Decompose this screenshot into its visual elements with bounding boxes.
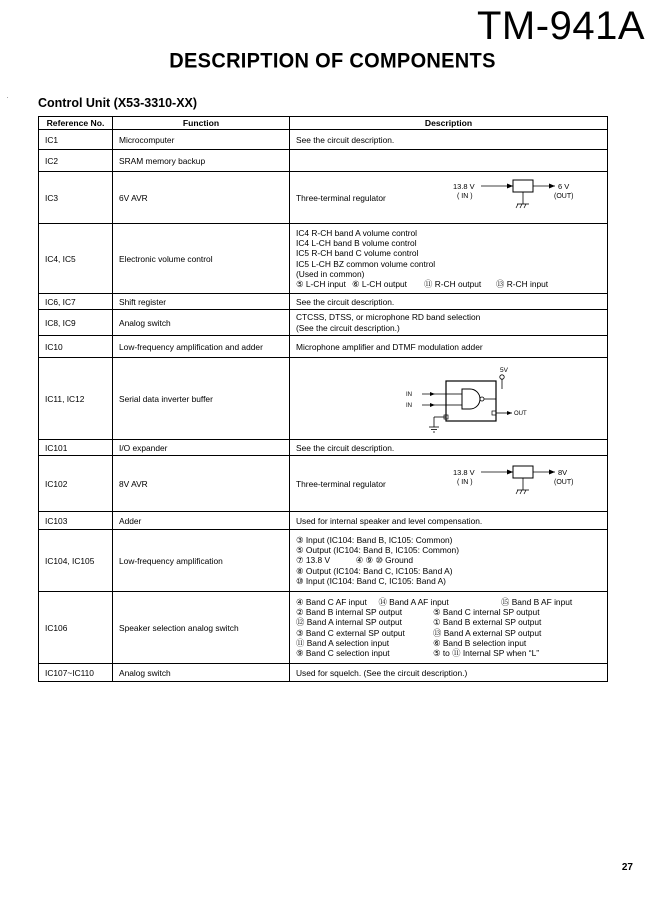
table-row [39,664,608,682]
column-header: Description [290,117,608,130]
description-cell [290,358,608,440]
description-line [296,648,607,658]
function-cell: Analog switch [113,310,290,336]
ref-cell: IC4, IC5 [39,224,113,294]
table-row [39,440,608,456]
description-cell [290,310,608,336]
description-line: IC4 L-CH band B volume control [296,238,417,249]
description-line: ⑧ Output (IC104: Band C, IC105: Band A) [296,565,453,576]
description-text: ⑪ Band A selection input [296,637,390,648]
function-cell: Shift register [113,294,290,310]
description-cell [290,456,608,512]
ref-cell: IC103 [39,512,113,530]
description-line [296,638,607,648]
description-text: ⑮ Band B AF input [501,596,573,607]
table-row [39,456,608,512]
function-cell: Electronic volume control [113,224,290,294]
table-row [39,512,608,530]
description-line: ⑤ Output (IC104: Band B, IC105: Common) [296,545,459,556]
description-cell [290,592,608,664]
pin-list [296,279,607,289]
ref-cell: IC107~IC110 [39,664,113,682]
output-voltage: 6 V [558,181,570,191]
pin-item: ⑬ R-CH input [496,278,549,289]
description-line: IC5 L-CH BZ common volume control [296,258,436,269]
regulator-diagram [441,464,591,504]
ref-cell: IC6, IC7 [39,294,113,310]
function-cell: Speaker selection analog switch [113,592,290,664]
model-number: TM-941A [477,4,645,48]
ref-cell: IC101 [39,440,113,456]
description-text: Three-terminal regulator [296,478,386,489]
description-cell: See the circuit description. [290,130,608,150]
description-cell [290,224,608,294]
function-cell: Low-frequency amplification and adder [113,336,290,358]
ref-cell: IC8, IC9 [39,310,113,336]
supply-label: 5V [500,366,508,374]
description-cell: Used for squelch. (See the circuit description.) [290,664,608,682]
description-line [296,617,607,627]
description-line [296,597,607,607]
components-table [38,116,608,682]
table-row [39,592,608,664]
input-label: IN [406,391,412,398]
input-voltage: 13.8 V [453,467,475,477]
description-text: ⑤ Band C internal SP output [433,607,540,618]
pin-item: ⑪ R-CH output [424,278,482,289]
table-row [39,530,608,592]
description-line: ⑦ 13.8 V ④ ⑨ ⑩ Ground [296,555,414,566]
description-text: ③ Band C external SP output [296,627,405,638]
ref-cell: IC11, IC12 [39,358,113,440]
ref-cell: IC10 [39,336,113,358]
table-row [39,336,608,358]
output-voltage: 8V [558,467,568,477]
description-text: ⑫ Band A internal SP output [296,617,403,628]
function-cell: Low-frequency amplification [113,530,290,592]
function-cell: 8V AVR [113,456,290,512]
table-row [39,310,608,336]
description-text: ② Band B internal SP output [296,607,403,618]
table-row [39,172,608,224]
description-cell [290,530,608,592]
pin-item: ⑥ L-CH output [352,278,407,289]
input-voltage: 13.8 V [453,181,475,191]
description-line: (See the circuit description.) [296,322,400,333]
description-line: IC4 R-CH band A volume control [296,227,418,238]
ref-cell: IC1 [39,130,113,150]
table-row [39,294,608,310]
function-cell: 6V AVR [113,172,290,224]
description-cell: See the circuit description. [290,294,608,310]
function-cell: Serial data inverter buffer [113,358,290,440]
description-line: ③ Input (IC104: Band B, IC105: Common) [296,534,453,545]
description-cell: See the circuit description. [290,440,608,456]
description-line: IC5 R-CH band C volume control [296,248,419,259]
output-label: OUT [514,410,527,417]
ref-cell: IC102 [39,456,113,512]
input-label: ( IN ) [457,192,473,200]
description-text: ⑨ Band C selection input [296,647,390,658]
description-cell [290,172,608,224]
function-cell: SRAM memory backup [113,150,290,172]
table-row [39,130,608,150]
description-cell [290,150,608,172]
column-header: Function [113,117,290,130]
page-title: DESCRIPTION OF COMPONENTS [169,49,496,73]
table-row [39,358,608,440]
input-label: IN [406,402,412,409]
description-text: ⑤ to ⑪ Internal SP when “L” [433,647,540,658]
description-text: ① Band B external SP output [433,617,542,628]
description-text: Three-terminal regulator [296,192,386,203]
output-label: (OUT) [554,192,574,200]
input-label: ( IN ) [457,478,473,486]
description-line: ⑩ Input (IC104: Band C, IC105: Band A) [296,575,446,586]
description-text: ④ Band C AF input ⑭ Band A AF input [296,596,449,607]
description-line: CTCSS, DTSS, or microphone RD band selection [296,312,481,323]
ref-cell: IC3 [39,172,113,224]
ref-cell: IC2 [39,150,113,172]
description-text: ⑥ Band B selection input [433,637,527,648]
description-line [296,628,607,638]
table-row [39,150,608,172]
description-text: ⑬ Band A external SP output [433,627,542,638]
pin-item: ⑤ L-CH input [296,278,346,289]
description-cell: Used for internal speaker and level compensation. [290,512,608,530]
table-row [39,224,608,294]
page-number: 27 [621,862,633,873]
table-header-row [39,117,608,130]
description-line [296,607,607,617]
scan-mark: · [6,92,9,102]
buffer-diagram [404,363,554,435]
column-header: Reference No. [39,117,113,130]
function-cell: Adder [113,512,290,530]
ref-cell: IC106 [39,592,113,664]
description-cell: Microphone amplifier and DTMF modulation adder [290,336,608,358]
function-cell: Analog switch [113,664,290,682]
output-label: (OUT) [554,478,574,486]
function-cell: I/O expander [113,440,290,456]
ref-cell: IC104, IC105 [39,530,113,592]
regulator-diagram [441,178,591,218]
unit-heading: Control Unit (X53-3310-XX) [38,96,198,110]
description-line: (Used in common) [296,268,365,279]
function-cell: Microcomputer [113,130,290,150]
